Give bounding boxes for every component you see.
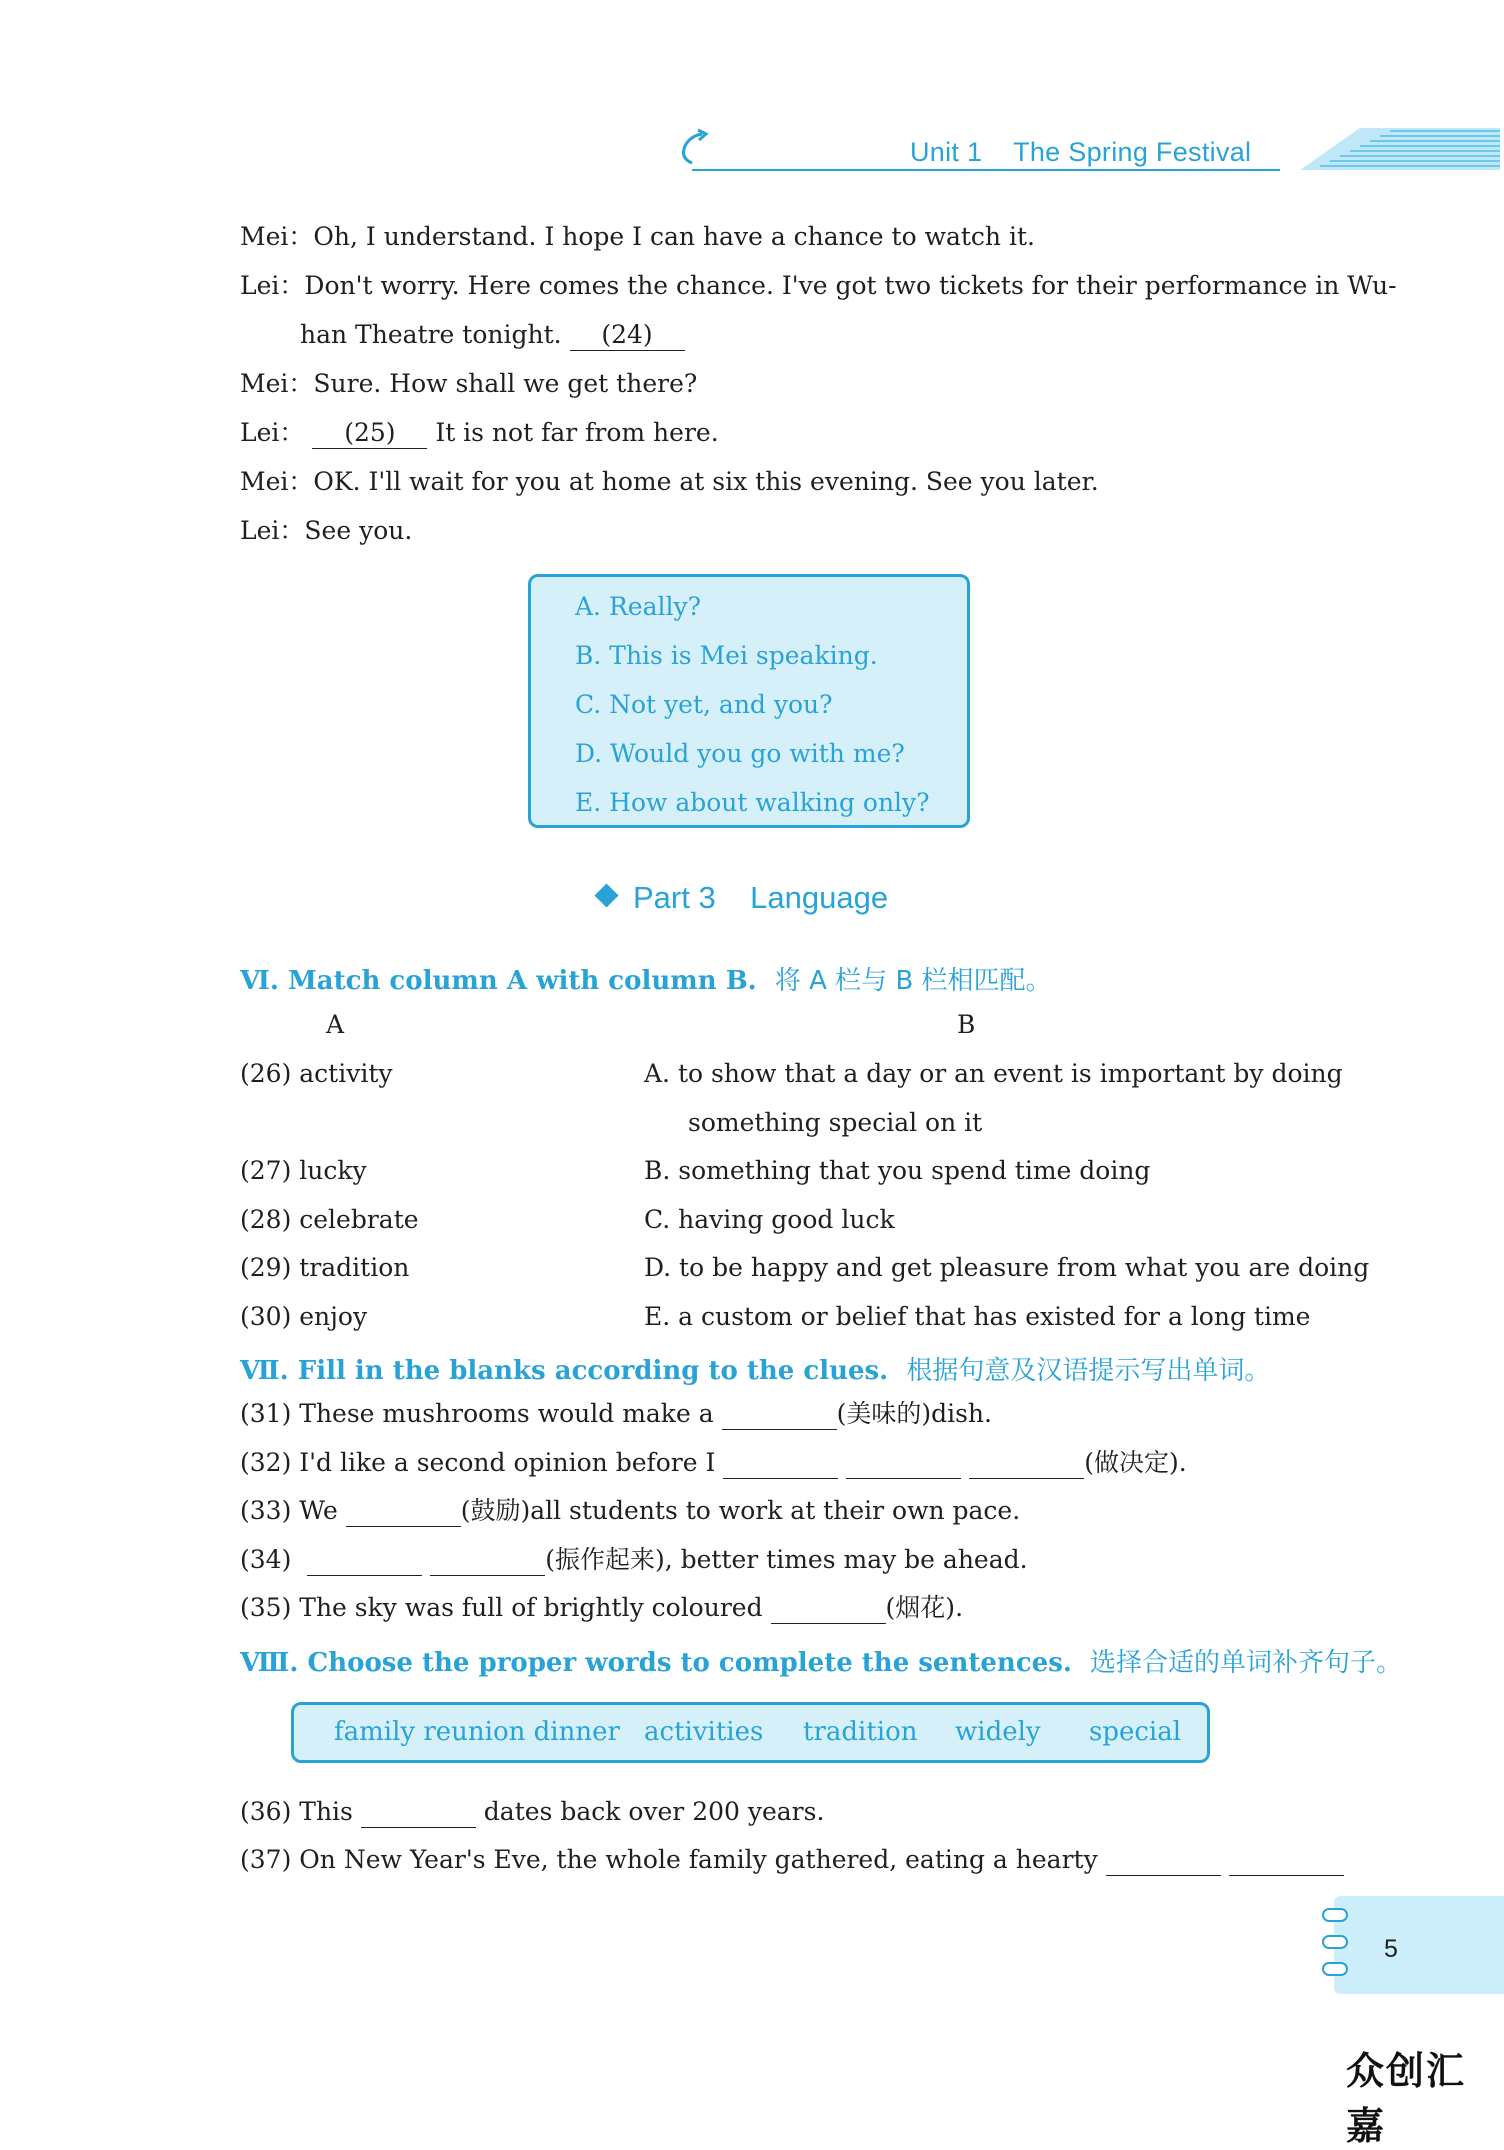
dialogue-line: Mei：Sure. How shall we get there? bbox=[240, 369, 698, 398]
answer-blank[interactable] bbox=[1229, 1845, 1344, 1876]
question-31: (31) These mushrooms would make a (美味的)dish. bbox=[240, 1399, 992, 1428]
answer-blank[interactable] bbox=[346, 1496, 461, 1527]
section-8-heading: Ⅷ. Choose the proper words to complete the sentences. 选择合适的单词补齐句子。 bbox=[240, 1648, 1403, 1678]
answer-blank[interactable] bbox=[846, 1448, 961, 1479]
word-option: family reunion dinner bbox=[334, 1717, 620, 1747]
match-item-a: (26) activity bbox=[240, 1059, 393, 1088]
answer-blank[interactable]: (25) bbox=[312, 418, 427, 449]
match-item-b: A. to show that a day or an event is important by doing bbox=[644, 1059, 1343, 1088]
answer-blank[interactable]: (24) bbox=[570, 320, 685, 351]
match-item-a: (29) tradition bbox=[240, 1253, 410, 1282]
word-option: special bbox=[1089, 1717, 1182, 1747]
question-35: (35) The sky was full of brightly coloured (烟花). bbox=[240, 1593, 964, 1622]
page-number: 5 bbox=[1384, 1935, 1398, 1963]
answer-blank[interactable] bbox=[771, 1593, 886, 1624]
unit-title: The Spring Festival bbox=[1013, 137, 1252, 167]
answer-blank[interactable] bbox=[430, 1545, 545, 1576]
match-item-b: D. to be happy and get pleasure from what you are doing bbox=[644, 1253, 1370, 1282]
options-box bbox=[528, 574, 970, 828]
column-b-header: B bbox=[957, 1010, 976, 1039]
match-item-a: (28) celebrate bbox=[240, 1205, 419, 1234]
question-36: (36) This dates back over 200 years. bbox=[240, 1797, 825, 1826]
option-a: A. Really? bbox=[575, 592, 701, 621]
answer-blank[interactable] bbox=[307, 1545, 422, 1576]
match-item-a: (27) lucky bbox=[240, 1156, 367, 1185]
answer-blank[interactable] bbox=[723, 1448, 838, 1479]
header-title bbox=[910, 137, 1251, 168]
match-item-b: B. something that you spend time doing bbox=[644, 1156, 1151, 1185]
option-c: C. Not yet, and you? bbox=[575, 690, 833, 719]
column-a-header: A bbox=[326, 1010, 345, 1039]
diamond-icon bbox=[594, 883, 618, 907]
part-title: Part 3 Language bbox=[598, 880, 888, 916]
match-item-b: E. a custom or belief that has existed for a long time bbox=[644, 1302, 1311, 1331]
dialogue-line: Lei： (25) It is not far from here. bbox=[240, 418, 719, 447]
dialogue-line: Mei：Oh, I understand. I hope I can have a chance to watch it. bbox=[240, 222, 1035, 251]
question-33: (33) We (鼓励)all students to work at their own pace. bbox=[240, 1496, 1021, 1525]
option-d: D. Would you go with me? bbox=[575, 739, 905, 768]
dialogue-line: Lei：See you. bbox=[240, 516, 413, 545]
word-bank bbox=[291, 1702, 1210, 1763]
word-option: widely bbox=[955, 1717, 1041, 1747]
unit-label: Unit 1 bbox=[910, 137, 983, 167]
page-number-tab bbox=[1334, 1896, 1504, 1994]
match-item-b: C. having good luck bbox=[644, 1205, 895, 1234]
question-34: (34) (振作起来), better times may be ahead. bbox=[240, 1545, 1028, 1574]
option-e: E. How about walking only? bbox=[575, 788, 930, 817]
dialogue-line: han Theatre tonight. (24) bbox=[300, 320, 685, 351]
binder-ring-icon bbox=[1322, 1935, 1348, 1949]
watermark: 众创汇嘉 bbox=[1346, 2049, 1467, 2148]
answer-blank[interactable] bbox=[969, 1448, 1084, 1479]
answer-blank[interactable] bbox=[1106, 1845, 1221, 1876]
word-option: tradition bbox=[803, 1717, 918, 1747]
word-option: activities bbox=[644, 1717, 764, 1747]
answer-blank[interactable] bbox=[722, 1399, 837, 1430]
question-32: (32) I'd like a second opinion before I (做决定). bbox=[240, 1448, 1187, 1477]
match-item-b-cont: something special on it bbox=[688, 1108, 983, 1137]
section-6-heading: Ⅵ. Match column A with column B. 将 A 栏与 B 栏相匹配。 bbox=[240, 966, 1052, 996]
binder-ring-icon bbox=[1322, 1908, 1348, 1922]
binder-ring-icon bbox=[1322, 1962, 1348, 1976]
match-item-a: (30) enjoy bbox=[240, 1302, 368, 1331]
dialogue-line: Lei：Don't worry. Here comes the chance. I've got two tickets for their performance in Wu- bbox=[240, 271, 1397, 300]
question-37: (37) On New Year's Eve, the whole family gathered, eating a hearty bbox=[240, 1845, 1344, 1876]
answer-blank[interactable] bbox=[361, 1797, 476, 1828]
dialogue-line: Mei：OK. I'll wait for you at home at six this evening. See you later. bbox=[240, 467, 1099, 496]
option-b: B. This is Mei speaking. bbox=[575, 641, 878, 670]
section-7-heading: Ⅶ. Fill in the blanks according to the clues. 根据句意及汉语提示写出单词。 bbox=[240, 1356, 1271, 1386]
